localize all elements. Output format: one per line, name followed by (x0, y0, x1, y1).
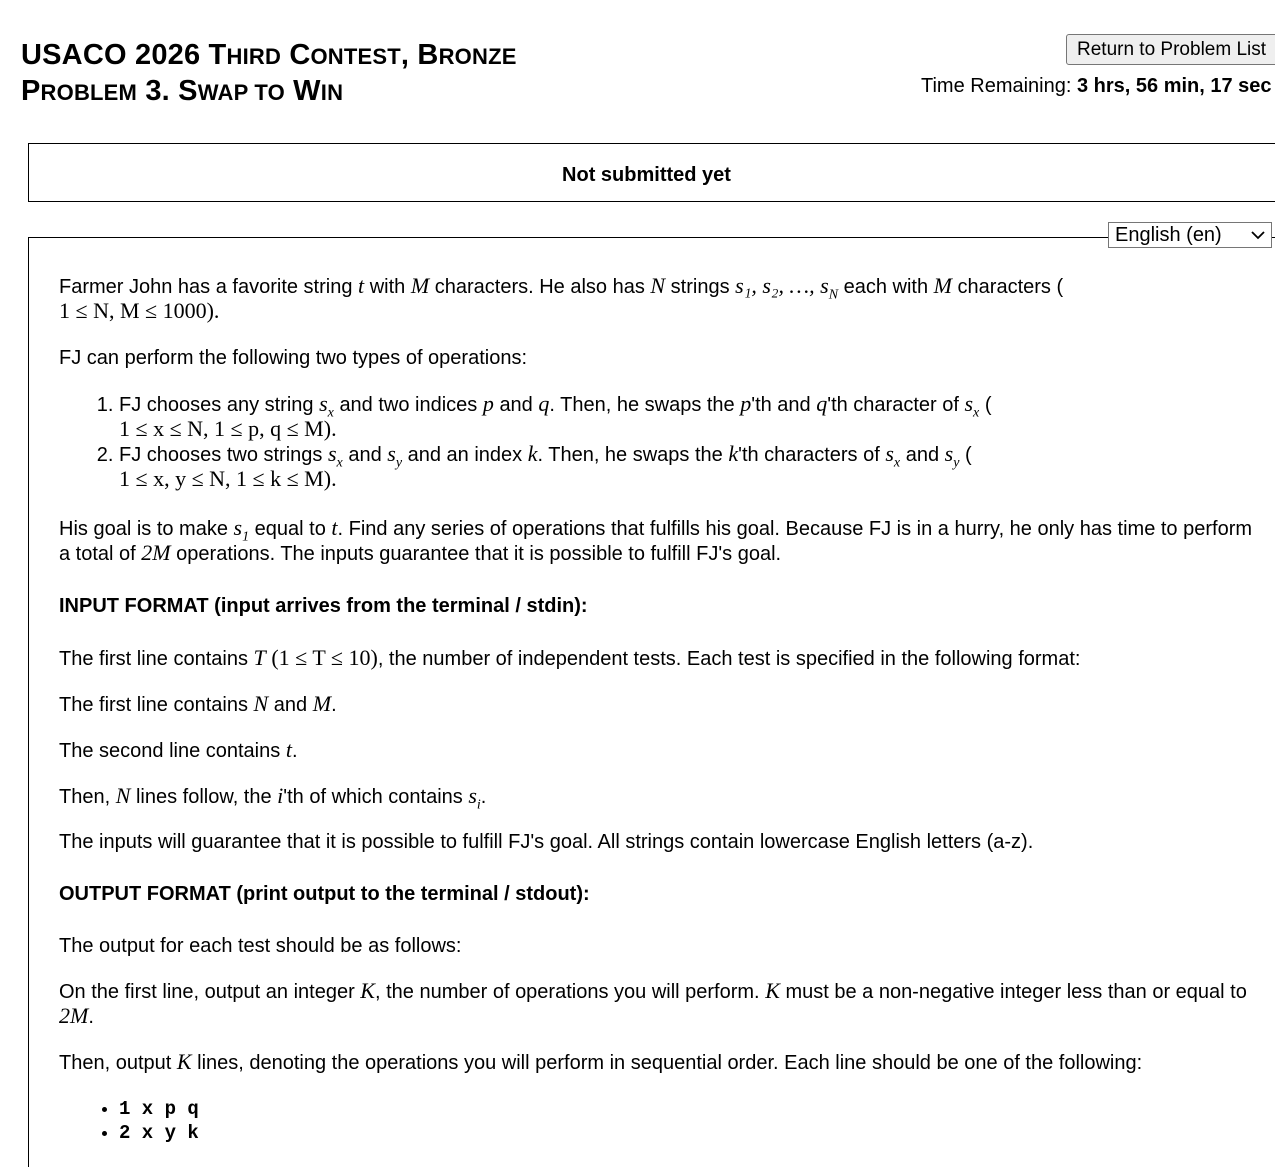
problem-content (59, 274, 1259, 1145)
operations-intro: FJ can perform the following two types of operations: (59, 347, 528, 369)
language-select[interactable] (1108, 222, 1272, 248)
intro-paragraph: Farmer John has a favorite string t with M characters. He also has N strings s₁, s₂, …, $s_N$ each with M characters ( 1 ≤ N, M ≤ 1000). (59, 273, 1064, 323)
output-line-3: Then, output K lines, denoting the operations you will perform in sequential order. Each line should be one of the following: (59, 1049, 1143, 1074)
operation-item: 2. FJ chooses two strings $s_x$ and $s_y$ and an index k. Then, he swaps the k'th characters of $s_x$ and $s_y$ ( 1 ≤ x, y ≤ N, 1 ≤ k ≤ M). (119, 442, 1259, 492)
page-title (21, 38, 517, 110)
time-remaining (921, 75, 1272, 98)
input-line-1: The first line contains T (1 ≤ T ≤ 10), the number of independent tests. Each test is specified in the following format: (59, 645, 1081, 670)
output-format-header: OUTPUT FORMAT (print output to the terminal / stdout): (59, 883, 590, 905)
output-line-2: On the first line, output an integer K, the number of operations you will perform. K must be a non-negative integer less than or equal to 2M. (59, 978, 1247, 1028)
chevron-down-icon (1249, 223, 1267, 247)
output-line-1: The output for each test should be as follows: (59, 935, 462, 957)
input-line-2: The first line contains N and M. (59, 691, 337, 716)
problem-title: PROBLEM 3. SWAP TO WIN (21, 75, 344, 107)
operation-item: 1. FJ chooses any string $s_x$ and two indices p and q. Then, he swaps the p'th and q'th character of $s_x$ ( 1 ≤ x ≤ N, 1 ≤ p, q ≤ M). (119, 392, 1259, 442)
time-value: 3 hrs, 56 min, 17 sec (1076, 75, 1272, 97)
operations-list (59, 392, 1259, 492)
input-line-5: The inputs will guarantee that it is possible to fulfill FJ's goal. All strings contain lowercase English letters (a-z). (59, 831, 1034, 853)
input-line-3: The second line contains t. (59, 737, 298, 762)
output-format-item: • 2 x y k (119, 1121, 1259, 1145)
input-line-4: Then, N lines follow, the i'th of which contains $s_i$. (59, 783, 487, 813)
return-to-problem-list-button[interactable]: Return to Problem List (1066, 34, 1275, 65)
goal-paragraph: His goal is to make $s_1$ equal to t. Find any series of operations that fulfills his goal. Because FJ is in a hurry, he only has time to perform a total of 2M operations. The inputs guarantee that it is possible to fulfill FJ's goal. (59, 515, 1253, 565)
output-format-list (59, 1097, 1259, 1145)
contest-title: USACO 2026 THIRD CONTEST, BRONZE (21, 39, 517, 71)
output-format-item: • 1 x p q (119, 1097, 1259, 1121)
input-format-header: INPUT FORMAT (input arrives from the terminal / stdin): (59, 595, 588, 617)
language-selected-value: English (en) (1115, 224, 1222, 246)
time-label: Time Remaining: (921, 75, 1072, 97)
submission-status-text: Not submitted yet (562, 164, 731, 186)
